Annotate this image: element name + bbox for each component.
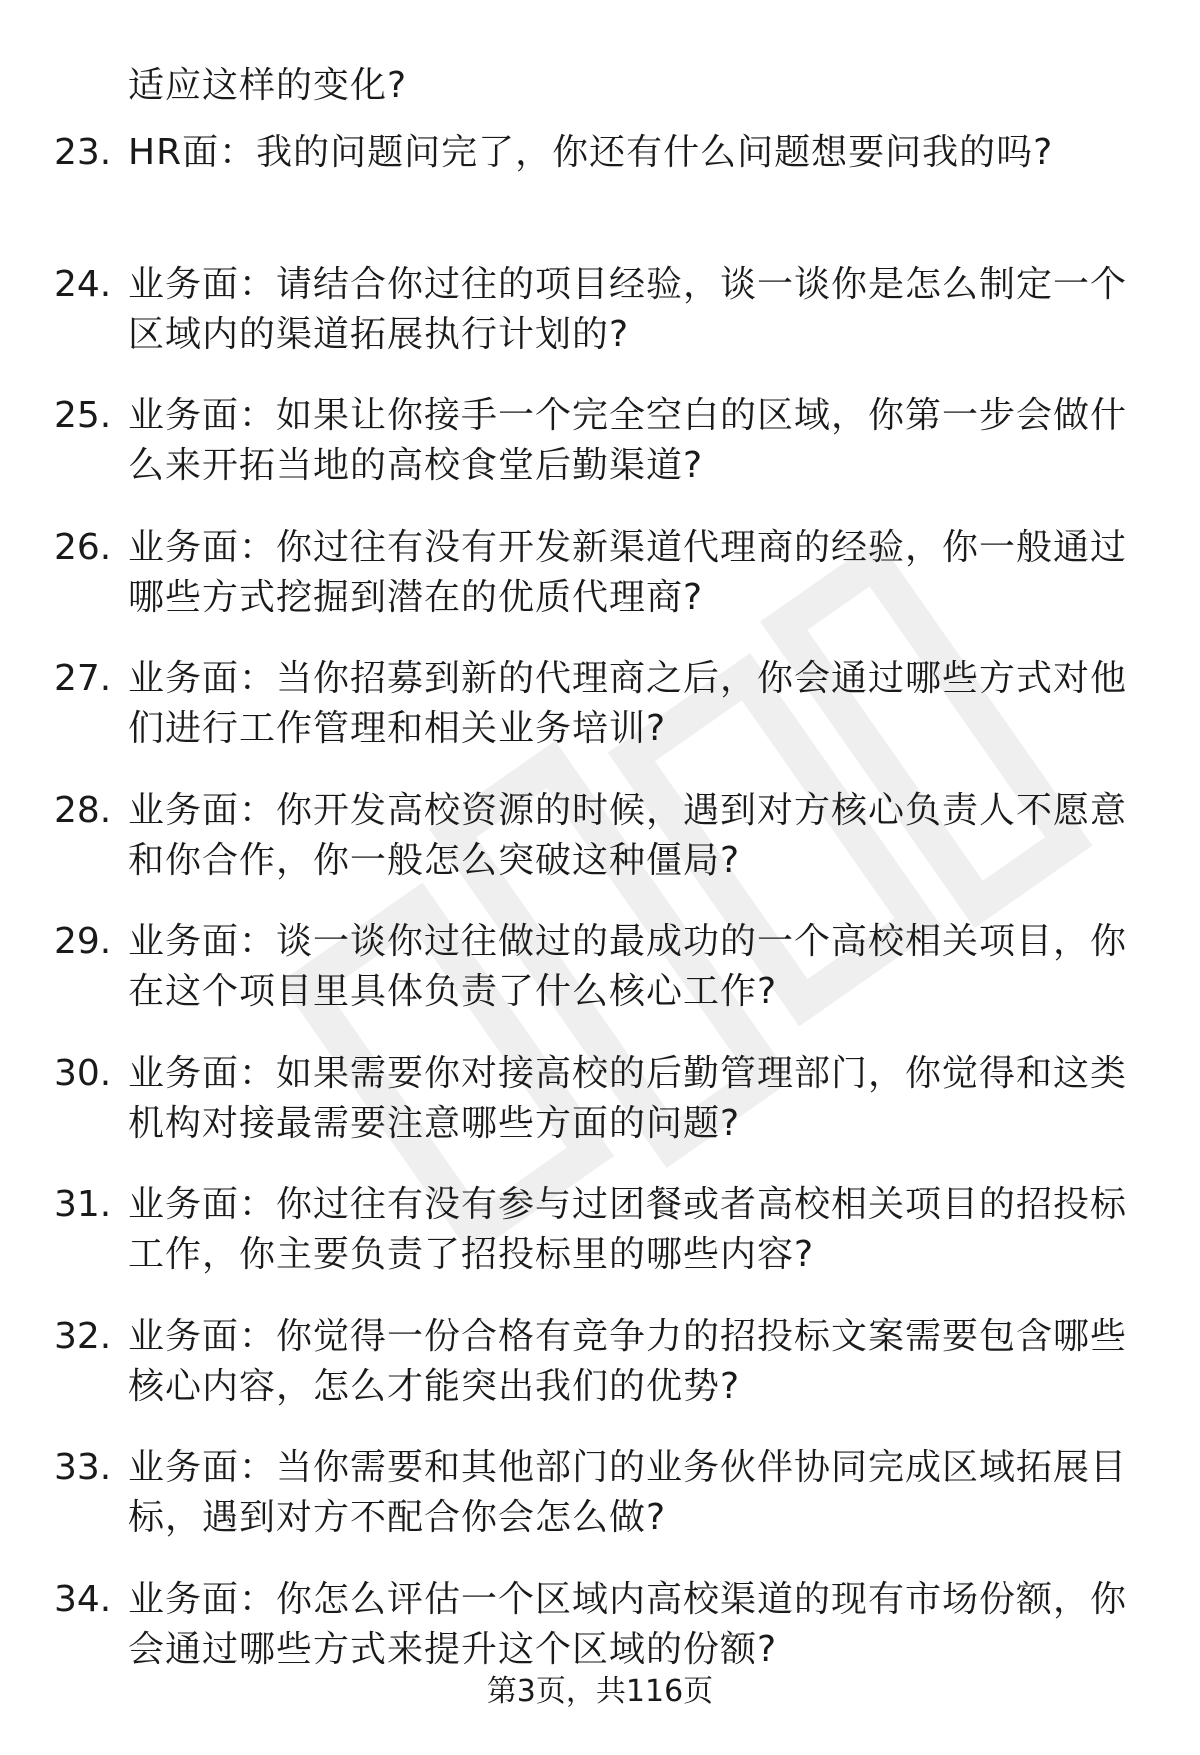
question-list — [0, 128, 1200, 1706]
question-number: 34. — [54, 1578, 112, 1620]
list-item — [0, 1312, 1200, 1444]
question-text: 业务面：当你招募到新的代理商之后，你会通过哪些方式对他们进行工作管理和相关业务培训? — [128, 658, 1128, 749]
list-item — [0, 1049, 1200, 1181]
list-item — [0, 786, 1200, 918]
question-text: 业务面：如果让你接手一个完全空白的区域，你第一步会做什么来开拓当地的高校食堂后勤渠道? — [128, 395, 1128, 486]
list-item — [0, 260, 1200, 392]
list-item — [0, 523, 1200, 655]
question-text: 业务面：你过往有没有参与过团餐或者高校相关项目的招投标工作，你主要负责了招投标里的哪些内容? — [128, 1184, 1128, 1275]
question-number: 28. — [54, 789, 112, 831]
question-number: 27. — [54, 658, 112, 699]
previous-question-continuation: 适应这样的变化? — [128, 65, 408, 106]
question-text: 业务面：你怎么评估一个区域内高校渠道的现有市场份额，你会通过哪些方式来提升这个区域的份额? — [128, 1578, 1128, 1670]
question-number: 26. — [54, 526, 112, 568]
question-text: 业务面：请结合你过往的项目经验，谈一谈你是怎么制定一个区域内的渠道拓展执行计划的? — [128, 263, 1128, 355]
question-number: 25. — [54, 395, 112, 436]
list-item — [0, 1180, 1200, 1312]
list-item — [0, 391, 1200, 523]
question-number: 32. — [54, 1315, 112, 1357]
question-text: 业务面：当你需要和其他部门的业务伙伴协同完成区域拓展目标，遇到对方不配合你会怎么做? — [128, 1447, 1128, 1538]
list-item — [0, 128, 1200, 260]
list-item — [0, 917, 1200, 1049]
question-text: HR面：我的问题问完了，你还有什么问题想要问我的吗? — [128, 132, 1054, 173]
question-number: 24. — [54, 263, 112, 305]
question-number: 33. — [54, 1447, 112, 1488]
question-number: 31. — [54, 1184, 112, 1225]
question-number: 29. — [54, 921, 112, 962]
question-number: 30. — [54, 1052, 112, 1094]
question-text: 业务面：如果需要你对接高校的后勤管理部门，你觉得和这类机构对接最需要注意哪些方面的问题? — [128, 1052, 1128, 1144]
question-text: 业务面：你觉得一份合格有竞争力的招投标文案需要包含哪些核心内容，怎么才能突出我们的优势? — [128, 1315, 1128, 1407]
question-number: 23. — [54, 132, 112, 173]
question-text: 业务面：谈一谈你过往做过的最成功的一个高校相关项目，你在这个项目里具体负责了什么核心工作? — [128, 921, 1128, 1012]
list-item — [0, 654, 1200, 786]
question-text: 业务面：你开发高校资源的时候，遇到对方核心负责人不愿意和你合作，你一般怎么突破这种僵局? — [128, 789, 1128, 881]
question-text: 业务面：你过往有没有开发新渠道代理商的经验，你一般通过哪些方式挖掘到潜在的优质代理商? — [128, 526, 1128, 618]
page-footer: 第3页，共116页 — [486, 1674, 714, 1709]
list-item — [0, 1443, 1200, 1575]
